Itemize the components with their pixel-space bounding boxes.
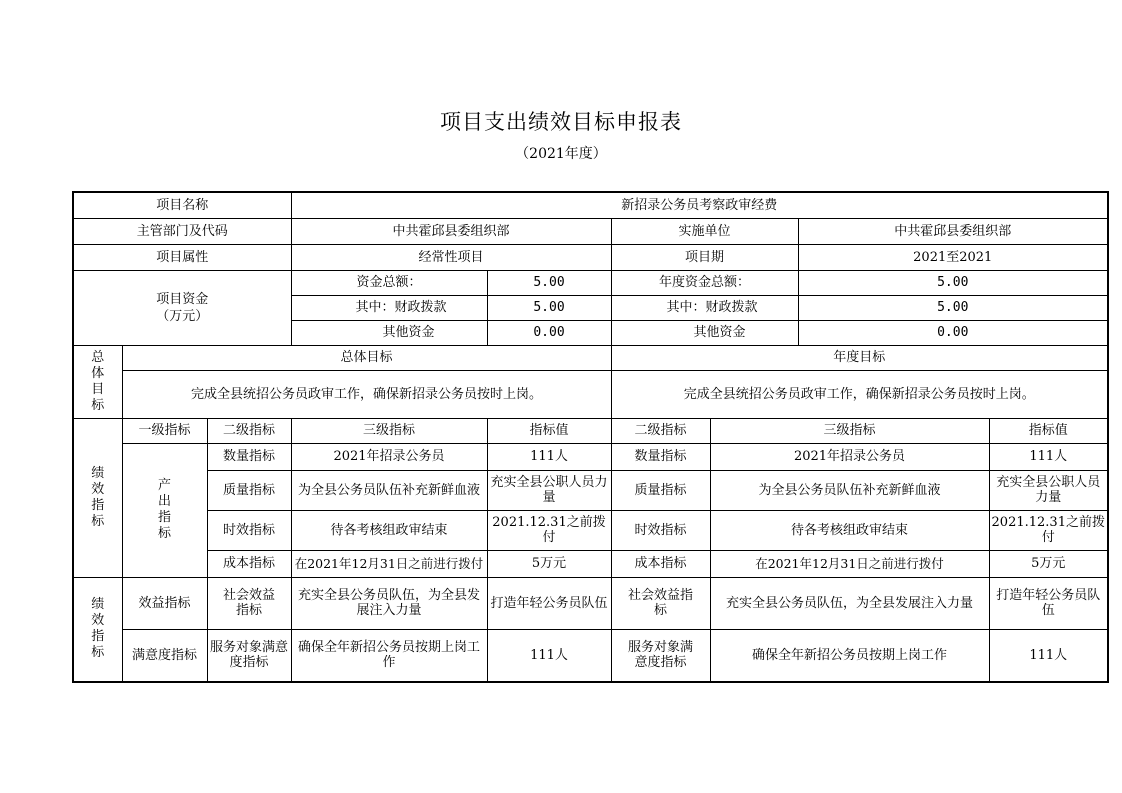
header-level3: 三级指标 <box>291 418 487 443</box>
header-level2-annual: 二级指标 <box>611 418 710 443</box>
output-l3-annual: 在2021年12月31日之前进行拨付 <box>710 550 989 577</box>
indicators-section-label-2: 绩效指标 <box>73 577 122 682</box>
table-row <box>73 577 1108 629</box>
overall-goal-header: 总体目标 <box>122 345 611 370</box>
funds-total-value: 5.00 <box>487 270 611 295</box>
satisfaction-l3: 确保全年新招公务员按期上岗工作 <box>291 629 487 682</box>
header-value-annual: 指标值 <box>989 418 1108 443</box>
fiscal-value: 5.00 <box>487 295 611 320</box>
header-level2: 二级指标 <box>207 418 291 443</box>
goals-section-label: 总体目标 <box>73 345 122 418</box>
dept-value: 中共霍邱县委组织部 <box>291 218 611 244</box>
row-attribute <box>73 244 1108 270</box>
output-l3-annual: 待各考核组政审结束 <box>710 510 989 550</box>
funds-total-label: 资金总额： <box>291 270 487 295</box>
annual-fiscal-value: 5.00 <box>798 295 1108 320</box>
table-row <box>73 550 1108 577</box>
period-label: 项目期 <box>611 244 798 270</box>
annual-funds-total-label: 年度资金总额： <box>611 270 798 295</box>
header-level1: 一级指标 <box>122 418 207 443</box>
project-name-label: 项目名称 <box>73 192 291 218</box>
fiscal-label: 其中：财政拨款 <box>291 295 487 320</box>
output-value: 111人 <box>487 443 611 470</box>
table-row <box>73 510 1108 550</box>
output-value: 2021.12.31之前拨付 <box>487 510 611 550</box>
annual-funds-total-value: 5.00 <box>798 270 1108 295</box>
dept-label: 主管部门及代码 <box>73 218 291 244</box>
table-row <box>73 443 1108 470</box>
annual-goal-header: 年度目标 <box>611 345 1108 370</box>
output-l3-annual: 为全县公务员队伍补充新鲜血液 <box>710 470 989 510</box>
table-row <box>73 629 1108 682</box>
output-value: 5万元 <box>487 550 611 577</box>
benefit-l3-annual: 充实全县公务员队伍，为全县发展注入力量 <box>710 577 989 629</box>
project-name-value: 新招录公务员考察政审经费 <box>291 192 1108 218</box>
other-funds-value: 0.00 <box>487 320 611 345</box>
benefit-l2-annual: 社会效益指标 <box>611 577 710 629</box>
performance-target-table <box>72 191 1109 683</box>
row-department <box>73 218 1108 244</box>
impl-unit-value: 中共霍邱县委组织部 <box>798 218 1108 244</box>
annual-goal-text: 完成全县统招公务员政审工作，确保新招录公务员按时上岗。 <box>611 370 1108 418</box>
annual-fiscal-label: 其中：财政拨款 <box>611 295 798 320</box>
satisfaction-value-annual: 111人 <box>989 629 1108 682</box>
satisfaction-value: 111人 <box>487 629 611 682</box>
table-row <box>73 470 1108 510</box>
row-indicators-header <box>73 418 1108 443</box>
output-l3-annual: 2021年招录公务员 <box>710 443 989 470</box>
output-l3: 2021年招录公务员 <box>291 443 487 470</box>
output-l3: 待各考核组政审结束 <box>291 510 487 550</box>
output-l2: 质量指标 <box>207 470 291 510</box>
row-goals-text <box>73 370 1108 418</box>
output-l2: 数量指标 <box>207 443 291 470</box>
output-l2-annual: 时效指标 <box>611 510 710 550</box>
other-funds-label: 其他资金 <box>291 320 487 345</box>
output-value-annual: 111人 <box>989 443 1108 470</box>
page-title: 项目支出绩效目标申报表 <box>440 110 682 134</box>
header-value: 指标值 <box>487 418 611 443</box>
output-l2-annual: 数量指标 <box>611 443 710 470</box>
output-l2-annual: 成本指标 <box>611 550 710 577</box>
output-indicator-label: 产出指标 <box>122 443 207 577</box>
row-funds-total <box>73 270 1108 295</box>
benefit-value-annual: 打造年轻公务员队伍 <box>989 577 1108 629</box>
attr-value: 经常性项目 <box>291 244 611 270</box>
output-value: 充实全县公职人员力量 <box>487 470 611 510</box>
annual-other-funds-value: 0.00 <box>798 320 1108 345</box>
indicators-section-label: 绩效指标 <box>73 418 122 577</box>
funds-label: 项目资金 （万元） <box>73 270 291 345</box>
satisfaction-l1: 满意度指标 <box>122 629 207 682</box>
row-goals-header <box>73 345 1108 370</box>
satisfaction-l3-annual: 确保全年新招公务员按期上岗工作 <box>710 629 989 682</box>
page-subtitle: （2021年度） <box>515 146 607 162</box>
output-value-annual: 2021.12.31之前拨付 <box>989 510 1108 550</box>
impl-unit-label: 实施单位 <box>611 218 798 244</box>
benefit-l2: 社会效益指标 <box>207 577 291 629</box>
satisfaction-l2-annual: 服务对象满意度指标 <box>611 629 710 682</box>
row-project-name <box>73 192 1108 218</box>
output-l3: 为全县公务员队伍补充新鲜血液 <box>291 470 487 510</box>
benefit-l3: 充实全县公务员队伍，为全县发展注入力量 <box>291 577 487 629</box>
annual-other-funds-label: 其他资金 <box>611 320 798 345</box>
benefit-l1: 效益指标 <box>122 577 207 629</box>
benefit-value: 打造年轻公务员队伍 <box>487 577 611 629</box>
output-l2-annual: 质量指标 <box>611 470 710 510</box>
output-value-annual: 充实全县公职人员力量 <box>989 470 1108 510</box>
header-level3-annual: 三级指标 <box>710 418 989 443</box>
output-l2: 成本指标 <box>207 550 291 577</box>
output-l3: 在2021年12月31日之前进行拨付 <box>291 550 487 577</box>
output-value-annual: 5万元 <box>989 550 1108 577</box>
output-l2: 时效指标 <box>207 510 291 550</box>
attr-label: 项目属性 <box>73 244 291 270</box>
period-value: 2021至2021 <box>798 244 1108 270</box>
satisfaction-l2: 服务对象满意度指标 <box>207 629 291 682</box>
overall-goal-text: 完成全县统招公务员政审工作，确保新招录公务员按时上岗。 <box>122 370 611 418</box>
